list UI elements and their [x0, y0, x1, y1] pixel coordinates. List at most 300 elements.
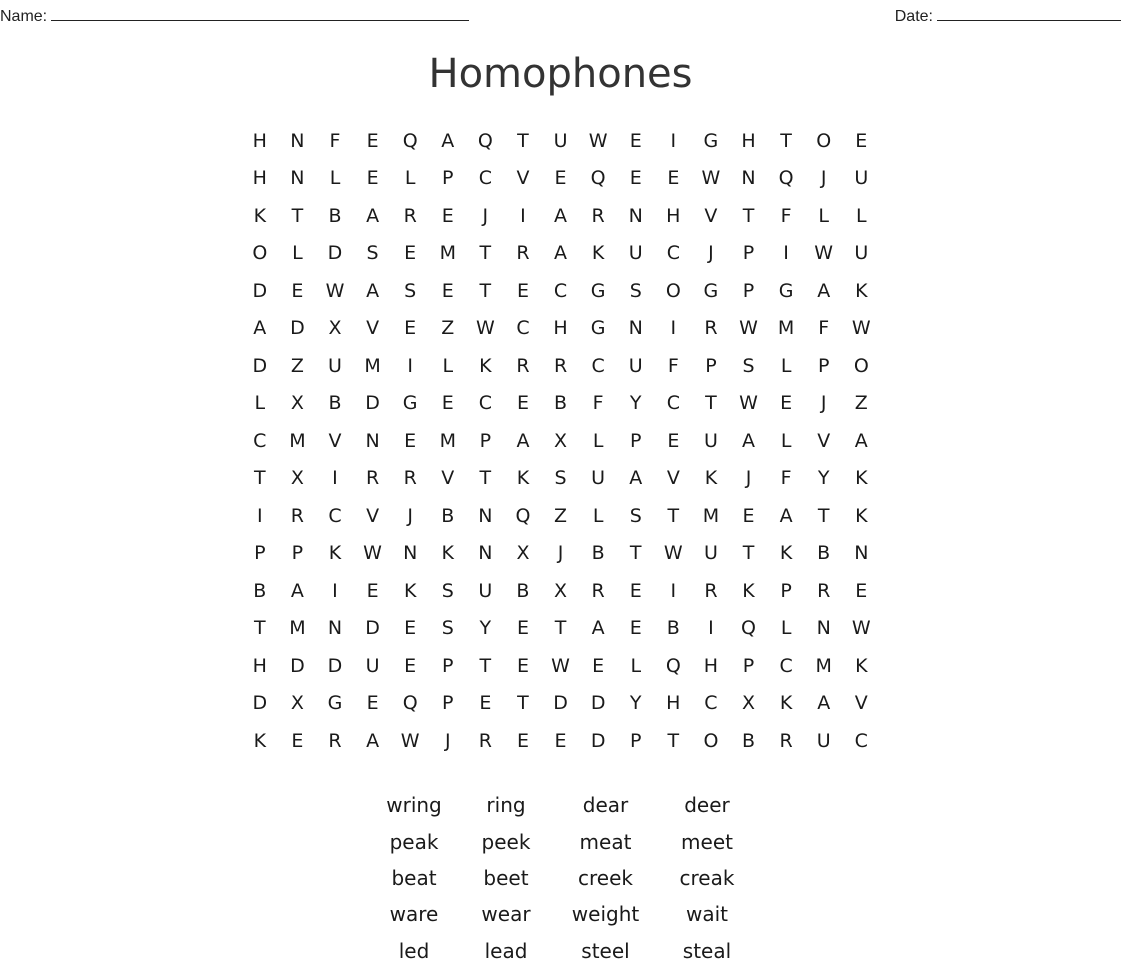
grid-letter[interactable]: K — [253, 204, 267, 227]
grid-letter[interactable]: D — [590, 729, 606, 752]
grid-letter[interactable]: C — [478, 392, 492, 415]
grid-letter[interactable]: I — [256, 504, 263, 527]
grid-letter[interactable]: T — [817, 504, 830, 527]
grid-letter[interactable]: N — [327, 617, 343, 640]
grid-letter[interactable]: P — [254, 542, 266, 565]
grid-letter[interactable]: P — [742, 654, 755, 677]
grid-letter[interactable]: N — [290, 129, 305, 152]
grid-letter[interactable]: K — [742, 579, 755, 602]
grid-letter[interactable]: Q — [402, 129, 418, 152]
grid-letter[interactable]: L — [292, 242, 303, 265]
grid-letter[interactable]: M — [289, 617, 306, 640]
grid-letter[interactable]: S — [441, 617, 454, 640]
grid-letter[interactable]: T — [479, 242, 492, 265]
grid-letter[interactable]: K — [479, 354, 492, 377]
grid-letter[interactable]: N — [478, 542, 493, 565]
grid-letter[interactable]: J — [482, 204, 489, 227]
grid-letter[interactable]: C — [854, 729, 868, 752]
grid-letter[interactable]: X — [554, 429, 568, 452]
grid-letter[interactable]: W — [551, 654, 570, 677]
grid-letter[interactable]: L — [254, 392, 266, 415]
grid-letter[interactable]: J — [407, 504, 413, 527]
grid-letter[interactable]: S — [629, 279, 642, 302]
grid-letter[interactable]: R — [817, 579, 831, 602]
grid-letter[interactable]: J — [820, 167, 827, 190]
grid-letter[interactable]: P — [780, 579, 792, 602]
grid-letter[interactable]: A — [742, 429, 756, 452]
grid-letter[interactable]: Q — [665, 654, 681, 677]
grid-letter[interactable]: K — [779, 692, 793, 715]
grid-letter[interactable]: F — [780, 467, 792, 490]
grid-letter[interactable]: U — [703, 429, 718, 452]
grid-letter[interactable]: R — [328, 729, 342, 752]
grid-letter[interactable]: Z — [854, 392, 868, 415]
grid-letter[interactable]: D — [365, 392, 380, 415]
grid-letter[interactable]: Q — [590, 167, 606, 190]
grid-letter[interactable]: T — [517, 129, 529, 152]
grid-letter[interactable]: A — [554, 204, 568, 227]
grid-letter[interactable]: Q — [477, 129, 493, 152]
grid-letter[interactable]: C — [779, 654, 793, 677]
grid-letter[interactable]: M — [364, 354, 381, 377]
grid-letter[interactable]: T — [667, 729, 680, 752]
grid-letter[interactable]: Z — [441, 317, 455, 340]
grid-letter[interactable]: Q — [515, 504, 531, 527]
grid-letter[interactable]: H — [666, 204, 681, 227]
grid-letter[interactable]: F — [780, 204, 792, 227]
grid-letter[interactable]: G — [703, 279, 719, 302]
grid-letter[interactable]: U — [703, 542, 718, 565]
grid-letter[interactable]: T — [554, 617, 567, 640]
grid-letter[interactable]: P — [630, 729, 642, 752]
word-bank-item: steal — [682, 938, 732, 963]
grid-letter[interactable]: K — [441, 542, 454, 565]
word-bank-item: led — [398, 938, 430, 963]
grid-letter[interactable]: R — [704, 317, 718, 340]
grid-letter[interactable]: E — [667, 167, 680, 190]
grid-letter[interactable]: W — [363, 542, 382, 565]
grid-letter[interactable]: L — [404, 167, 416, 190]
grid-letter[interactable]: E — [291, 279, 304, 302]
grid-letter[interactable]: O — [665, 279, 681, 302]
grid-letter[interactable]: H — [553, 317, 568, 340]
grid-letter[interactable]: S — [629, 504, 642, 527]
grid-letter[interactable]: B — [741, 729, 756, 752]
grid-letter[interactable]: A — [779, 504, 793, 527]
grid-letter[interactable]: E — [855, 579, 868, 602]
grid-letter[interactable]: H — [252, 654, 267, 677]
grid-letter[interactable]: D — [252, 354, 268, 377]
grid-letter[interactable]: T — [479, 467, 492, 490]
grid-letter[interactable]: T — [479, 654, 492, 677]
grid-letter[interactable]: J — [820, 392, 827, 415]
grid-letter[interactable]: E — [404, 654, 417, 677]
grid-letter[interactable]: R — [704, 579, 718, 602]
grid-letter[interactable]: M — [702, 504, 720, 527]
grid-letter[interactable]: E — [516, 279, 529, 302]
grid-letter[interactable]: E — [404, 242, 417, 265]
grid-letter[interactable]: J — [708, 242, 714, 265]
grid-letter[interactable]: H — [741, 129, 756, 152]
grid-letter[interactable]: A — [441, 129, 455, 152]
grid-letter[interactable]: P — [442, 654, 454, 677]
grid-letter[interactable]: E — [404, 429, 417, 452]
word-bank-item: beat — [391, 865, 437, 890]
grid-letter[interactable]: H — [252, 129, 267, 152]
grid-letter[interactable]: R — [365, 467, 380, 490]
grid-letter[interactable]: H — [666, 692, 681, 715]
grid-letter[interactable]: E — [629, 617, 642, 640]
grid-letter[interactable]: X — [516, 542, 530, 565]
grid-letter[interactable]: P — [742, 279, 755, 302]
grid-letter[interactable]: E — [291, 729, 304, 752]
grid-letter[interactable]: T — [517, 692, 529, 715]
grid-letter[interactable]: W — [851, 317, 871, 340]
grid-letter[interactable]: V — [516, 167, 530, 190]
grid-letter[interactable]: R — [516, 242, 530, 265]
grid-letter[interactable]: W — [739, 392, 758, 415]
grid-letter[interactable]: N — [816, 617, 831, 640]
grid-letter[interactable]: V — [328, 429, 342, 452]
grid-letter[interactable]: M — [289, 429, 306, 452]
grid-letter[interactable]: S — [366, 242, 379, 265]
grid-letter[interactable]: N — [628, 317, 643, 340]
grid-letter[interactable]: I — [520, 204, 526, 227]
grid-letter[interactable]: T — [479, 279, 492, 302]
grid-letter[interactable]: E — [441, 204, 454, 227]
grid-letter[interactable]: S — [441, 579, 454, 602]
grid-letter[interactable]: N — [290, 167, 305, 190]
grid-letter[interactable]: R — [403, 204, 417, 227]
grid-letter[interactable]: U — [628, 242, 643, 265]
grid-letter[interactable]: Y — [479, 617, 492, 640]
grid-letter[interactable]: D — [252, 692, 268, 715]
grid-letter[interactable]: N — [365, 429, 380, 452]
grid-letter[interactable]: B — [554, 392, 568, 415]
grid-letter[interactable]: K — [779, 542, 793, 565]
grid-letter[interactable]: R — [553, 354, 568, 377]
grid-letter[interactable]: B — [328, 204, 342, 227]
grid-letter[interactable]: S — [404, 279, 417, 302]
grid-letter[interactable]: E — [479, 692, 492, 715]
grid-letter[interactable]: K — [403, 579, 417, 602]
grid-letter[interactable]: T — [667, 504, 680, 527]
grid-letter[interactable]: K — [855, 654, 868, 677]
grid-letter[interactable]: T — [742, 204, 755, 227]
grid-letter[interactable]: E — [592, 654, 605, 677]
grid-letter[interactable]: P — [630, 429, 642, 452]
grid-letter[interactable]: L — [818, 204, 829, 227]
grid-letter[interactable]: B — [817, 542, 831, 565]
grid-letter[interactable]: N — [854, 542, 869, 565]
grid-letter[interactable]: A — [817, 692, 831, 715]
grid-letter[interactable]: A — [629, 467, 643, 490]
grid-letter[interactable]: P — [442, 692, 454, 715]
grid-letter[interactable]: L — [592, 429, 604, 452]
grid-letter[interactable]: W — [400, 729, 420, 752]
grid-letter[interactable]: N — [478, 504, 493, 527]
grid-letter[interactable]: F — [329, 129, 341, 152]
grid-letter[interactable]: M — [439, 242, 456, 265]
grid-letter[interactable]: U — [365, 654, 380, 677]
grid-letter[interactable]: S — [742, 354, 755, 377]
grid-letter[interactable]: A — [366, 204, 380, 227]
word-bank-item: wait — [685, 902, 728, 927]
grid-letter[interactable]: I — [407, 354, 413, 377]
grid-letter[interactable]: T — [780, 129, 792, 152]
grid-letter[interactable]: Z — [554, 504, 568, 527]
grid-letter[interactable]: D — [365, 617, 380, 640]
grid-letter[interactable]: E — [366, 167, 379, 190]
grid-letter[interactable]: I — [783, 242, 789, 265]
grid-letter[interactable]: I — [670, 579, 677, 602]
grid-letter[interactable]: G — [402, 392, 418, 415]
word-bank-item: creek — [578, 865, 633, 890]
grid-letter[interactable]: D — [290, 654, 305, 677]
grid-letter[interactable]: J — [745, 467, 752, 490]
grid-letter[interactable]: A — [591, 617, 605, 640]
grid-letter[interactable]: E — [404, 617, 417, 640]
grid-letter[interactable]: P — [442, 167, 454, 190]
grid-letter[interactable]: M — [815, 654, 832, 677]
grid-letter[interactable]: G — [590, 317, 606, 340]
grid-letter[interactable]: E — [629, 579, 642, 602]
grid-letter[interactable]: U — [328, 354, 342, 377]
grid-letter[interactable]: B — [591, 542, 605, 565]
grid-letter[interactable]: K — [516, 467, 530, 490]
word-bank-item: steel — [581, 938, 630, 963]
grid-letter[interactable]: L — [780, 617, 792, 640]
grid-letter[interactable]: C — [253, 429, 267, 452]
grid-letter[interactable]: V — [441, 467, 455, 490]
grid-letter[interactable]: W — [325, 279, 345, 302]
grid-letter[interactable]: E — [404, 317, 417, 340]
grid-letter[interactable]: V — [817, 429, 831, 452]
grid-letter[interactable]: D — [252, 279, 268, 302]
grid-letter[interactable]: O — [703, 729, 719, 752]
grid-letter[interactable]: E — [667, 429, 680, 452]
grid-letter[interactable]: X — [742, 692, 756, 715]
grid-letter[interactable]: R — [591, 579, 605, 602]
grid-letter[interactable]: B — [441, 504, 455, 527]
grid-letter[interactable]: B — [666, 617, 680, 640]
grid-letter[interactable]: X — [554, 579, 568, 602]
grid-letter[interactable]: C — [478, 167, 492, 190]
grid-letter[interactable]: R — [403, 467, 417, 490]
grid-letter[interactable]: W — [739, 317, 758, 340]
grid-letter[interactable]: G — [778, 279, 794, 302]
grid-letter[interactable]: G — [703, 129, 719, 152]
grid-letter[interactable]: U — [553, 129, 568, 152]
grid-letter[interactable]: P — [479, 429, 492, 452]
date-field[interactable] — [895, 4, 1121, 26]
grid-letter[interactable]: W — [663, 542, 683, 565]
grid-letter[interactable]: A — [366, 279, 380, 302]
grid-letter[interactable]: I — [670, 129, 677, 152]
grid-letter[interactable]: V — [854, 692, 868, 715]
grid-letter[interactable]: Q — [741, 617, 756, 640]
grid-letter[interactable]: E — [742, 504, 755, 527]
grid-letter[interactable]: K — [704, 467, 718, 490]
grid-letter[interactable]: E — [554, 729, 567, 752]
grid-letter[interactable]: I — [332, 467, 338, 490]
grid-letter[interactable]: A — [817, 279, 831, 302]
grid-letter[interactable]: P — [705, 354, 717, 377]
date-blank-line[interactable] — [937, 4, 1121, 21]
grid-letter[interactable]: V — [704, 204, 718, 227]
grid-letter[interactable]: T — [705, 392, 717, 415]
grid-letter[interactable]: T — [253, 467, 266, 490]
grid-letter[interactable]: Y — [817, 467, 830, 490]
grid-letter[interactable]: E — [366, 579, 379, 602]
grid-letter[interactable]: Q — [778, 167, 794, 190]
grid-letter[interactable]: R — [591, 204, 605, 227]
grid-letter[interactable]: A — [253, 317, 267, 340]
grid-letter[interactable]: R — [516, 354, 530, 377]
grid-letter[interactable]: C — [666, 392, 680, 415]
grid-letter[interactable]: U — [854, 167, 869, 190]
grid-letter[interactable]: N — [741, 167, 756, 190]
grid-letter[interactable]: L — [442, 354, 454, 377]
grid-letter[interactable]: E — [516, 617, 529, 640]
grid-letter[interactable]: G — [327, 692, 343, 715]
grid-letter[interactable]: Q — [402, 692, 418, 715]
grid-letter[interactable]: E — [366, 692, 379, 715]
grid-letter[interactable]: W — [814, 242, 834, 265]
grid-letter[interactable]: W — [701, 167, 721, 190]
grid-letter[interactable]: L — [329, 167, 341, 190]
grid-letter[interactable]: N — [403, 542, 418, 565]
grid-letter[interactable]: E — [366, 129, 379, 152]
grid-letter[interactable]: I — [670, 317, 677, 340]
grid-letter[interactable]: A — [366, 729, 380, 752]
grid-letter[interactable]: Y — [629, 692, 642, 715]
name-blank-line[interactable] — [51, 4, 469, 21]
grid-letter[interactable]: P — [291, 542, 304, 565]
grid-letter[interactable]: M — [439, 429, 456, 452]
grid-letter[interactable]: D — [290, 317, 305, 340]
grid-letter[interactable]: L — [780, 429, 792, 452]
grid-letter[interactable]: C — [516, 317, 530, 340]
grid-letter[interactable]: D — [327, 242, 343, 265]
grid-letter[interactable]: W — [588, 129, 608, 152]
grid-letter[interactable]: I — [332, 579, 338, 602]
grid-letter[interactable]: B — [253, 579, 267, 602]
grid-letter[interactable]: O — [816, 129, 832, 152]
grid-letter[interactable]: Z — [290, 354, 304, 377]
grid-letter[interactable]: T — [742, 542, 755, 565]
grid-letter[interactable]: I — [708, 617, 714, 640]
grid-letter[interactable]: F — [667, 354, 679, 377]
grid-letter[interactable]: T — [253, 617, 266, 640]
grid-letter[interactable]: P — [742, 242, 755, 265]
grid-letter[interactable]: O — [252, 242, 268, 265]
grid-letter[interactable]: A — [554, 242, 568, 265]
grid-letter[interactable]: S — [554, 467, 567, 490]
grid-letter[interactable]: F — [818, 317, 830, 340]
name-field[interactable] — [0, 4, 469, 26]
grid-letter[interactable]: B — [516, 579, 530, 602]
grid-letter[interactable]: V — [666, 467, 680, 490]
grid-letter[interactable]: E — [516, 392, 529, 415]
grid-letter[interactable]: E — [441, 279, 454, 302]
grid-letter[interactable]: R — [478, 729, 492, 752]
grid-letter[interactable]: U — [628, 354, 643, 377]
grid-letter[interactable]: G — [590, 279, 606, 302]
grid-letter[interactable]: L — [592, 504, 604, 527]
grid-letter[interactable]: C — [591, 354, 605, 377]
grid-letter[interactable]: E — [855, 129, 868, 152]
grid-letter[interactable]: R — [290, 504, 304, 527]
grid-letter[interactable]: E — [629, 167, 642, 190]
grid-letter[interactable]: R — [779, 729, 793, 752]
grid-letter[interactable]: T — [629, 542, 642, 565]
grid-letter[interactable]: H — [252, 167, 267, 190]
grid-letter[interactable]: C — [666, 242, 680, 265]
grid-letter[interactable]: E — [629, 129, 642, 152]
grid-letter[interactable]: K — [328, 542, 342, 565]
grid-letter[interactable]: J — [444, 729, 451, 752]
grid-letter[interactable]: K — [855, 504, 868, 527]
grid-letter[interactable]: T — [291, 204, 304, 227]
grid-letter[interactable]: U — [478, 579, 493, 602]
grid-letter[interactable]: W — [851, 617, 871, 640]
grid-letter[interactable]: A — [516, 429, 530, 452]
grid-letter[interactable]: C — [704, 692, 718, 715]
grid-letter[interactable]: V — [366, 317, 380, 340]
grid-letter[interactable]: X — [328, 317, 342, 340]
grid-letter[interactable]: X — [290, 692, 304, 715]
grid-letter[interactable]: D — [553, 692, 568, 715]
grid-letter[interactable]: C — [553, 279, 568, 302]
grid-letter[interactable]: E — [516, 729, 529, 752]
grid-letter[interactable]: X — [290, 467, 304, 490]
grid-letter[interactable]: D — [327, 654, 343, 677]
word-bank-item: peak — [389, 829, 439, 854]
grid-letter[interactable]: N — [628, 204, 643, 227]
grid-letter[interactable]: E — [554, 167, 567, 190]
grid-letter[interactable]: Y — [629, 392, 642, 415]
grid-letter[interactable]: V — [366, 504, 380, 527]
grid-letter[interactable]: O — [853, 354, 869, 377]
grid-letter[interactable]: W — [475, 317, 495, 340]
grid-letter[interactable]: M — [777, 317, 795, 340]
grid-letter[interactable]: J — [557, 542, 564, 565]
grid-letter[interactable]: B — [328, 392, 342, 415]
grid-letter[interactable]: U — [854, 242, 869, 265]
grid-letter[interactable]: U — [816, 729, 831, 752]
grid-letter[interactable]: H — [703, 654, 719, 677]
grid-letter[interactable]: D — [590, 692, 606, 715]
grid-letter[interactable]: X — [290, 392, 304, 415]
grid-letter[interactable]: E — [441, 392, 454, 415]
grid-letter[interactable]: L — [780, 354, 792, 377]
grid-letter[interactable]: C — [328, 504, 342, 527]
grid-letter[interactable]: P — [817, 354, 830, 377]
grid-letter[interactable]: K — [253, 729, 267, 752]
grid-letter[interactable]: A — [854, 429, 868, 452]
grid-letter[interactable]: L — [856, 204, 867, 227]
grid-letter[interactable]: E — [780, 392, 793, 415]
grid-letter[interactable]: F — [592, 392, 604, 415]
grid-letter[interactable]: A — [290, 579, 304, 602]
grid-letter[interactable]: L — [630, 654, 642, 677]
grid-letter[interactable]: K — [591, 242, 605, 265]
grid-letter[interactable]: K — [855, 279, 868, 302]
grid-letter[interactable]: E — [516, 654, 529, 677]
grid-letter[interactable]: U — [591, 467, 606, 490]
grid-letter[interactable]: K — [855, 467, 868, 490]
